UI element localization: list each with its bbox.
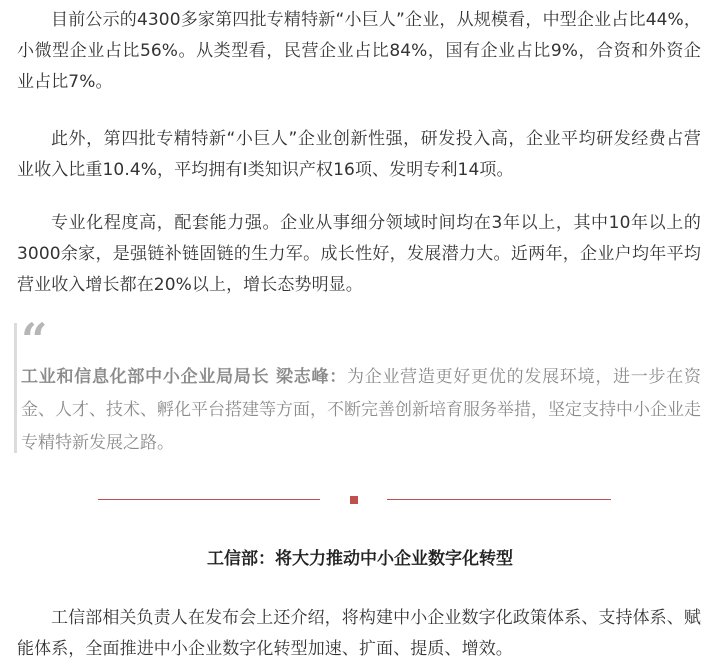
quote-speaker: 工业和信息化部中小企业局局长 梁志峰： xyxy=(21,367,347,387)
divider-line-left xyxy=(98,499,320,500)
paragraph-enterprise-scale: 目前公示的4300多家第四批专精特新“小巨人”企业，从规模看，中型企业占比44%，小微型企业占比56%。从类型看，民营企业占比84%，国有企业占比9%，合资和外资企业占比7%。 xyxy=(17,10,701,92)
paragraph-specialization: 专业化程度高，配套能力强。企业从事细分领域时间均在3年以上，其中10年以上的3000余家，是强链补链固链的生力军。成长性好，发展潜力大。近两年，企业户均年平均营业收入增长都在20%以上，增长态势明显。 xyxy=(17,213,701,295)
paragraph-digital-transformation: 工信部相关负责人在发布会上还介绍，将构建中小企业数字化政策体系、支持体系、赋能体系，全面推进中小企业数字化转型加速、扩面、提质、增效。 xyxy=(17,608,701,659)
section-heading: 工信部：将大力推动中小企业数字化转型 xyxy=(207,549,513,569)
quote-text: 为企业营造更好更优的发展环境，进一步在资金、人才、技术、孵化平台搭建等方面，不断完善创新培育服务举措，坚定支持中小企业走专精特新发展之路。 xyxy=(21,367,702,453)
paragraph-innovation: 此外，第四批专精特新“小巨人”企业创新性强，研发投入高，企业平均研发经费占营业收入比重10.4%，平均拥有I类知识产权16项、发明专利14项。 xyxy=(17,129,701,180)
blockquote xyxy=(14,313,707,453)
quote-body xyxy=(21,361,701,460)
divider-line-right xyxy=(387,499,611,500)
divider-square-icon xyxy=(350,496,358,504)
quote-mark-icon: “ xyxy=(21,313,48,367)
section-divider xyxy=(0,493,720,507)
